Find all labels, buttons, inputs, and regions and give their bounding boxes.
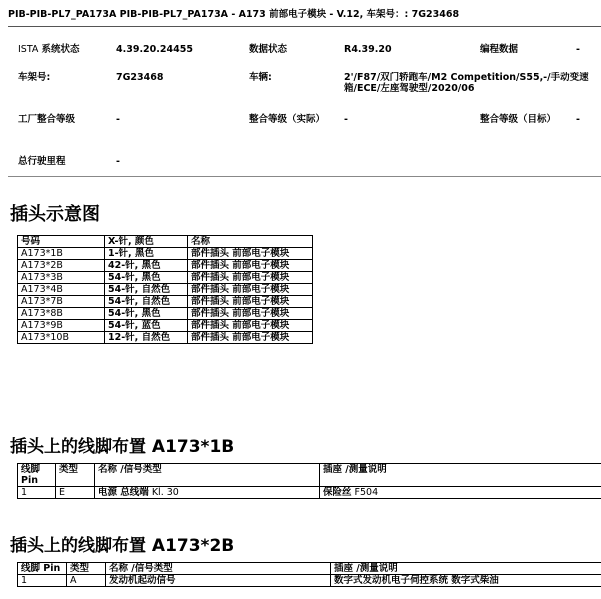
factory-level-value: - (116, 114, 120, 125)
connector-name: 部件插头 前部电子模块 (188, 248, 313, 260)
pin-socket: 数字式发动机电子伺控系统 数字式柴油 (331, 575, 601, 587)
table-row (18, 272, 313, 284)
pinout-1b-table (17, 463, 601, 499)
programming-data-value: - (576, 44, 580, 55)
pin-type: A (67, 575, 106, 587)
pin-signal-name: 电源 总线端 (98, 487, 149, 498)
ista-status-label: ISTA 系统状态 (18, 44, 80, 55)
connector-name: 部件插头 前部电子模块 (188, 308, 313, 320)
pinout-1b-header (18, 464, 601, 487)
column-header-socket: 插座 /测量说明 (331, 563, 601, 575)
connector-pins-color: 12-针, 自然色 (105, 332, 188, 344)
connector-pins-color: 54-针, 蓝色 (105, 320, 188, 332)
connector-pins-color: 54-针, 黑色 (105, 308, 188, 320)
status-grid (0, 34, 601, 174)
pin-socket-name: 保险丝 (323, 487, 352, 498)
programming-data-label: 编程数据 (480, 44, 519, 55)
connector-pins-color: 54-针, 黑色 (105, 272, 188, 284)
pin-signal: 发动机起动信号 (106, 575, 331, 587)
connector-diagram-heading: 插头示意图 (10, 204, 100, 225)
pin-signal-terminal: Kl. 30 (148, 487, 179, 498)
column-header-socket: 插座 /测量说明 (320, 464, 601, 487)
connector-table-header (18, 236, 313, 248)
table-row (18, 284, 313, 296)
column-header-type: 类型 (67, 563, 106, 575)
pin-socket (320, 487, 601, 499)
table-row (18, 296, 313, 308)
connector-number: A173*7B (18, 296, 105, 308)
table-row (18, 332, 313, 344)
mileage-label: 总行驶里程 (18, 156, 66, 167)
connector-table (17, 235, 313, 344)
document-header: PIB-PIB-PL7_PA173A PIB-PIB-PL7_PA173A - A173 前部电子模块 - V.12, 车架号：: 7G23468 (8, 9, 460, 20)
target-level-value: - (576, 114, 580, 125)
pin-signal (95, 487, 320, 499)
pin-number: 1 (18, 487, 56, 499)
status-divider (8, 176, 601, 177)
connector-name: 部件插头 前部电子模块 (188, 272, 313, 284)
connector-number: A173*4B (18, 284, 105, 296)
table-row (18, 260, 313, 272)
vehicle-label: 车辆: (249, 72, 272, 83)
connector-number: A173*8B (18, 308, 105, 320)
connector-pins-color: 42-针, 黑色 (105, 260, 188, 272)
column-header-pin: 线脚 Pin (18, 563, 67, 575)
table-row (18, 320, 313, 332)
connector-name: 部件插头 前部电子模块 (188, 284, 313, 296)
table-row (18, 487, 601, 499)
column-header-signal: 名称 /信号类型 (95, 464, 320, 487)
connector-number: A173*3B (18, 272, 105, 284)
connector-name: 部件插头 前部电子模块 (188, 320, 313, 332)
pin-socket-id: F504 (351, 487, 379, 498)
header-divider (8, 26, 601, 27)
column-header-pin-color: X-针, 颜色 (105, 236, 188, 248)
connector-name: 部件插头 前部电子模块 (188, 296, 313, 308)
table-row (18, 575, 601, 587)
actual-level-value: - (344, 114, 348, 125)
pinout-1b-heading: 插头上的线脚布置 A173*1B (10, 437, 235, 457)
vehicle-value: 2'/F87/双门轿跑车/M2 Competition/S55,-/手动变速箱/ECE/左座驾驶型/2020/06 (344, 72, 589, 94)
pin-type: E (56, 487, 95, 499)
connector-number: A173*1B (18, 248, 105, 260)
column-header-name: 名称 (188, 236, 313, 248)
table-row (18, 308, 313, 320)
connector-number: A173*2B (18, 260, 105, 272)
actual-level-label: 整合等级（实际） (249, 114, 326, 125)
target-level-label: 整合等级（目标） (480, 114, 557, 125)
connector-number: A173*10B (18, 332, 105, 344)
column-header-number: 号码 (18, 236, 105, 248)
pinout-2b-header (18, 563, 601, 575)
column-header-pin: 线脚 Pin (18, 464, 56, 487)
table-row (18, 248, 313, 260)
mileage-value: - (116, 156, 120, 167)
ista-status-value: 4.39.20.24455 (116, 44, 193, 55)
column-header-type: 类型 (56, 464, 95, 487)
data-status-value: R4.39.20 (344, 44, 392, 55)
vin-label: 车架号: (18, 72, 51, 83)
pin-number: 1 (18, 575, 67, 587)
factory-level-label: 工厂整合等级 (18, 114, 76, 125)
pinout-2b-heading: 插头上的线脚布置 A173*2B (10, 536, 235, 556)
column-header-signal: 名称 /信号类型 (106, 563, 331, 575)
pinout-2b-table (17, 562, 601, 587)
connector-pins-color: 54-针, 自然色 (105, 284, 188, 296)
connector-name: 部件插头 前部电子模块 (188, 332, 313, 344)
vin-value: 7G23468 (116, 72, 164, 83)
connector-pins-color: 1-针, 黑色 (105, 248, 188, 260)
connector-pins-color: 54-针, 自然色 (105, 296, 188, 308)
connector-name: 部件插头 前部电子模块 (188, 260, 313, 272)
connector-number: A173*9B (18, 320, 105, 332)
data-status-label: 数据状态 (249, 44, 288, 55)
